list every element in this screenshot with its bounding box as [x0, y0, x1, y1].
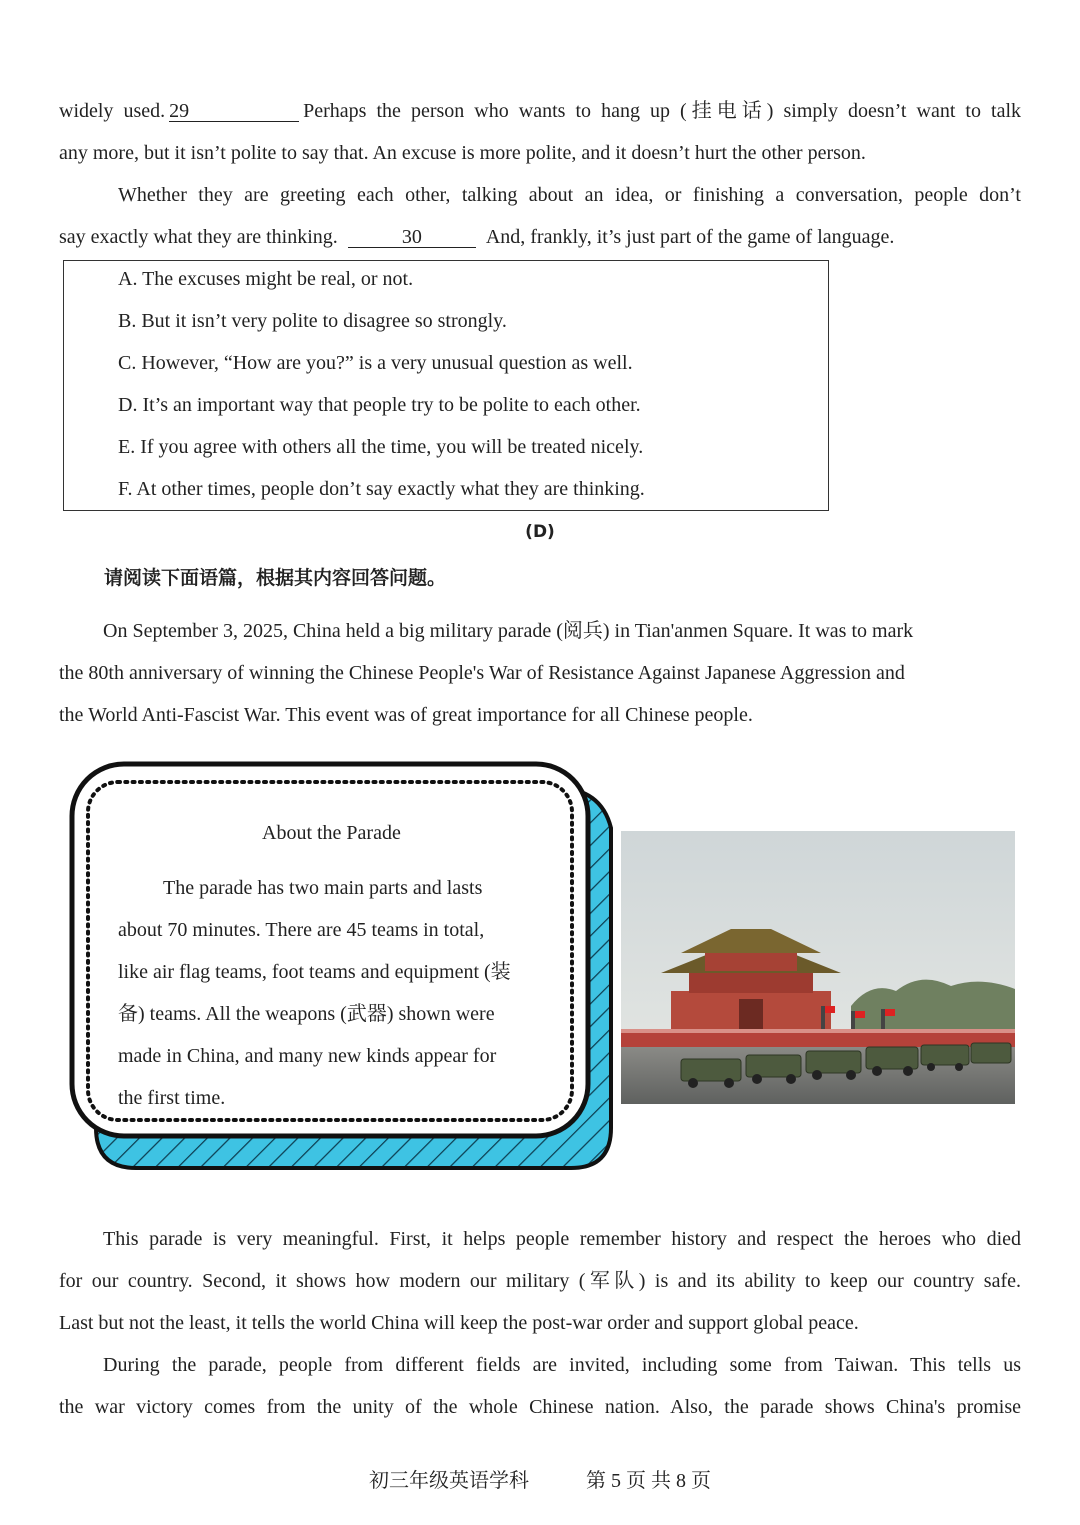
body-line: Last but not the least, it tells the world China will keep the post-war order and support global peace.	[59, 1312, 859, 1334]
intro-line: the 80th anniversary of winning the Chinese People's War of Resistance Against Japanese Aggression and	[59, 662, 905, 684]
option-a: A. The excuses might be real, or not.	[118, 268, 414, 290]
passage-text: Perhaps the person who wants to hang up (挂电话) simply doesn’t want to talk	[303, 100, 1022, 122]
options-box	[63, 260, 829, 511]
page-footer	[0, 1468, 1080, 1494]
passage-line: any more, but it isn’t polite to say that. An excuse is more polite, and it doesn’t hurt the other person.	[59, 142, 866, 164]
passage-line	[59, 225, 1021, 249]
body-line: This parade is very meaningful. First, it helps people remember history and respect the heroes who died	[103, 1228, 1021, 1250]
option-b: B. But it isn’t very polite to disagree so strongly.	[118, 310, 507, 332]
intro-line: On September 3, 2025, China held a big military parade (阅兵) in Tian'anmen Square. It was to mark	[103, 620, 914, 642]
card-title: About the Parade	[262, 822, 401, 844]
footer-subject: 初三年级英语学科	[369, 1470, 529, 1492]
answer-blank-29[interactable]: 29	[169, 101, 299, 122]
footer-page-number: 第 5 页 共 8 页	[586, 1470, 711, 1492]
body-line: During the parade, people from different fields are invited, including some from Taiwan. This tells us	[103, 1354, 1021, 1376]
instruction: 请阅读下面语篇，根据其内容回答问题。	[104, 567, 447, 589]
passage-text: widely used.	[59, 100, 166, 122]
passage-line: Whether they are greeting each other, talking about an idea, or finishing a conversation, people don’t	[118, 184, 1021, 206]
passage-text: say exactly what they are thinking.	[59, 226, 338, 248]
body-line: for our country. Second, it shows how modern our military (军队) is and its ability to keep our country safe.	[59, 1270, 1021, 1292]
card-line: made in China, and many new kinds appear for	[118, 1045, 497, 1067]
answer-blank-30[interactable]: 30	[348, 227, 476, 248]
option-f: F. At other times, people don’t say exactly what they are thinking.	[118, 478, 645, 500]
section-label: (D)	[525, 522, 555, 542]
card-line: the first time.	[118, 1087, 226, 1109]
passage-line	[59, 99, 1021, 123]
option-d: D. It’s an important way that people try to be polite to each other.	[118, 394, 641, 416]
card-line: 备) teams. All the weapons (武器) shown were	[118, 1003, 495, 1025]
intro-line: the World Anti-Fascist War. This event was of great importance for all Chinese people.	[59, 704, 753, 726]
card-line: The parade has two main parts and lasts	[163, 877, 483, 899]
passage-text: And, frankly, it’s just part of the game of language.	[485, 226, 895, 248]
option-e: E. If you agree with others all the time, you will be treated nicely.	[118, 436, 644, 458]
parade-photo	[621, 831, 1015, 1104]
card-line: about 70 minutes. There are 45 teams in total,	[118, 919, 485, 941]
body-line: the war victory comes from the unity of the whole Chinese nation. Also, the parade shows China's promise	[59, 1396, 1021, 1418]
option-c: C. However, “How are you?” is a very unusual question as well.	[118, 352, 633, 374]
card-line: like air flag teams, foot teams and equipment (装	[118, 961, 511, 983]
